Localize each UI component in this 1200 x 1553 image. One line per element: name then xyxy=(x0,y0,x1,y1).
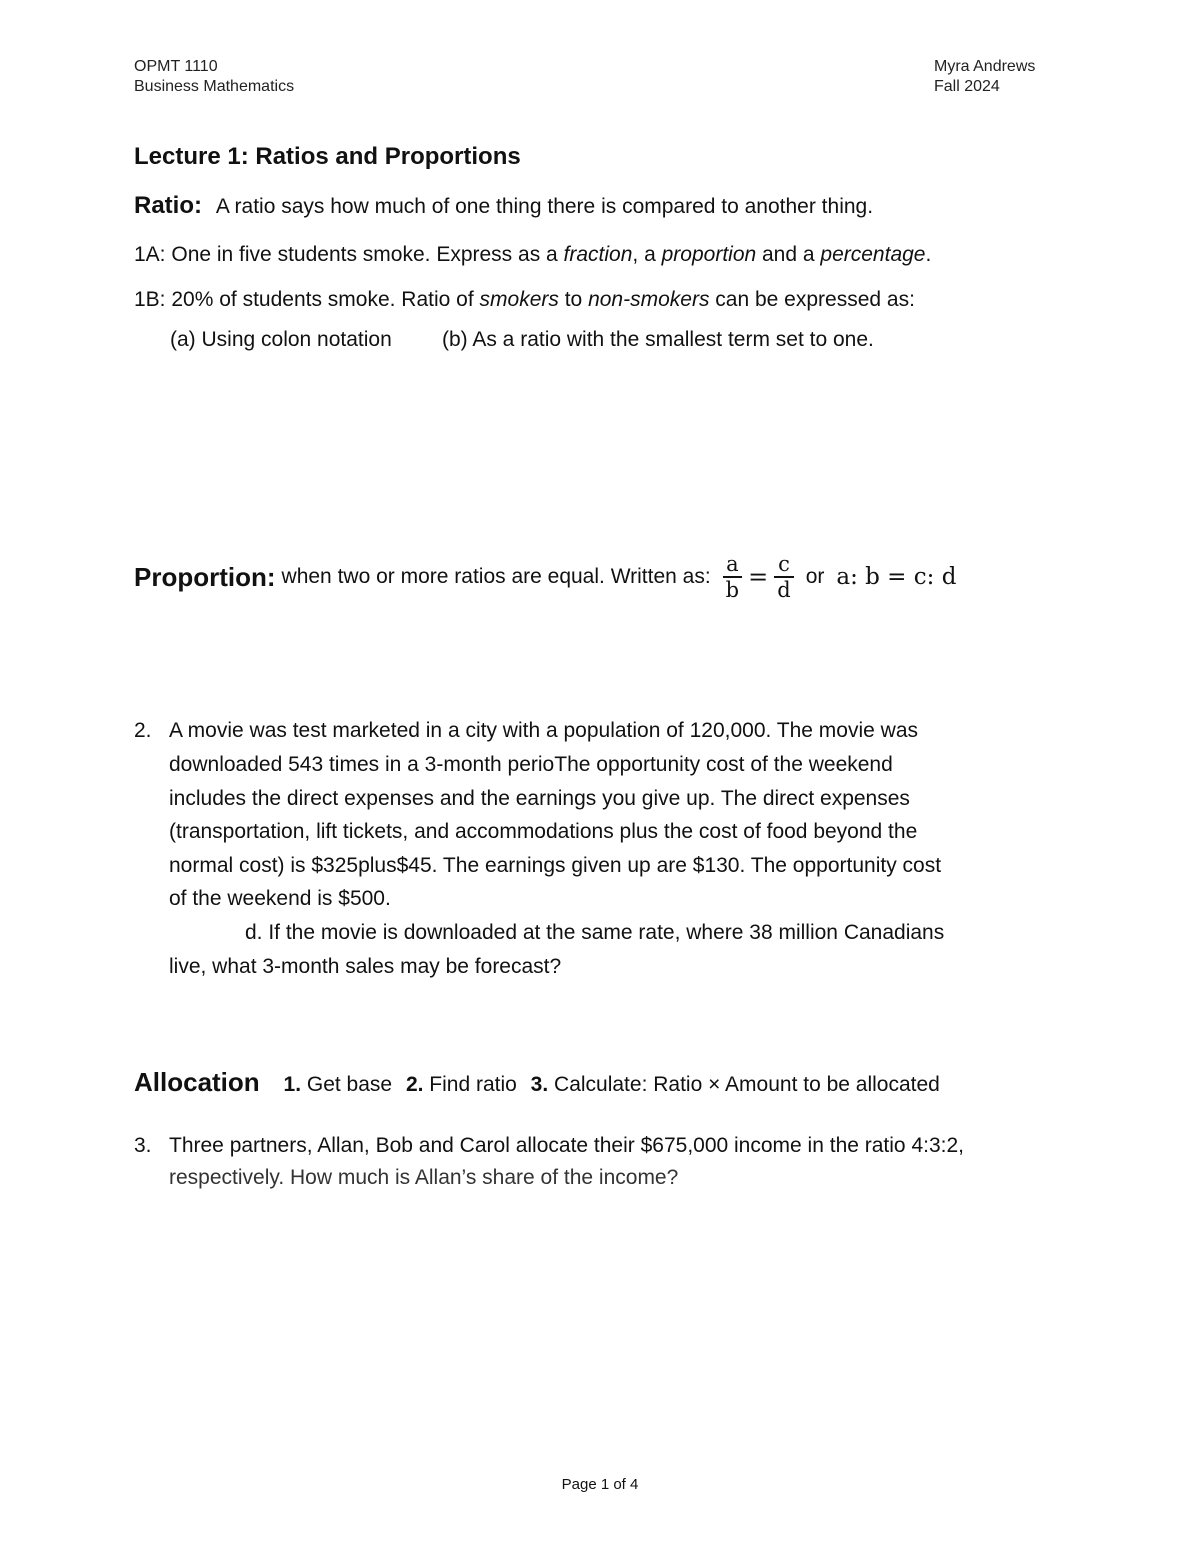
question-1a xyxy=(134,242,931,268)
q2-subquestion-d: d. If the movie is downloaded at the same rate, where 38 million Canadians xyxy=(245,921,945,944)
q3-line: respectively. How much is Allan’s share of the income? xyxy=(169,1166,679,1189)
allocation-line xyxy=(134,1069,940,1098)
allocation-step1-num: 1. xyxy=(283,1073,302,1096)
fraction-denominator-d: d xyxy=(777,578,791,602)
q1a-end: . xyxy=(925,243,932,266)
proportion-or: or xyxy=(805,565,825,588)
q2-line: normal cost) is $325plus$45. The earnings given up are $130. The opportunity cost xyxy=(169,854,942,877)
q1b-mid: to xyxy=(558,288,589,311)
allocation-step3: Calculate: Ratio × Amount to be allocated xyxy=(548,1073,940,1096)
colon-ratio-expression: a: b = c: d xyxy=(836,564,957,590)
fraction-denominator-b: b xyxy=(725,578,740,602)
q1b-term-non-smokers: non-smokers xyxy=(588,288,710,311)
q2-number: 2. xyxy=(134,719,152,742)
instructor-name: Myra Andrews xyxy=(934,58,1036,75)
q3-number: 3. xyxy=(134,1134,152,1157)
fraction-a-over-b xyxy=(723,552,742,602)
question-1b xyxy=(134,287,915,313)
ratio-label: Ratio: xyxy=(134,192,202,219)
proportion-definition: when two or more ratios are equal. Written as: xyxy=(281,565,711,588)
q2-line: A movie was test marketed in a city with a population of 120,000. The movie was xyxy=(169,719,919,742)
allocation-step3-num: 3. xyxy=(530,1073,549,1096)
q1b-part-b: (b) As a ratio with the smallest term set to one. xyxy=(442,328,874,351)
q2-line: of the weekend is $500. xyxy=(169,887,391,910)
q2-line: (transportation, lift tickets, and accommodations plus the cost of food beyond the xyxy=(169,820,918,843)
allocation-label: Allocation xyxy=(134,1067,260,1097)
fraction-numerator-a: a xyxy=(723,552,742,578)
ratio-definition: A ratio says how much of one thing there is compared to another thing. xyxy=(215,195,874,218)
q1a-term-fraction: fraction xyxy=(563,243,633,266)
q1b-part-a: (a) Using colon notation xyxy=(170,328,392,351)
q1a-term-proportion: proportion xyxy=(661,243,757,266)
page-title: Lecture 1: Ratios and Proportions xyxy=(134,143,521,170)
q1a-sep1: , a xyxy=(632,243,662,266)
allocation-step2-num: 2. xyxy=(405,1073,424,1096)
q2-line: includes the direct expenses and the earnings you give up. The direct expenses xyxy=(169,787,910,810)
page-number: Page 1 of 4 xyxy=(561,1476,639,1493)
allocation-step1: Get base xyxy=(301,1073,393,1096)
proportion-label: Proportion: xyxy=(134,562,276,592)
allocation-step2: Find ratio xyxy=(423,1073,517,1096)
q2-line: downloaded 543 times in a 3-month perioThe opportunity cost of the weekend xyxy=(169,753,893,776)
course-code: OPMT 1110 xyxy=(134,58,218,75)
fraction-c-over-d xyxy=(774,552,793,602)
q3-line: Three partners, Allan, Bob and Carol allocate their $675,000 income in the ratio 4:3:2, xyxy=(169,1134,964,1157)
q1a-sep2: and a xyxy=(756,243,821,266)
q1a-prefix: 1A: One in five students smoke. Express as a xyxy=(134,243,564,266)
q1b-prefix: 1B: 20% of students smoke. Ratio of xyxy=(134,288,480,311)
q1b-end: can be expressed as: xyxy=(709,288,915,311)
fraction-numerator-c: c xyxy=(774,552,793,578)
term: Fall 2024 xyxy=(934,78,1000,95)
q1b-term-smokers: smokers xyxy=(479,288,559,311)
ratio-definition-line xyxy=(134,193,873,220)
equals-sign: = xyxy=(748,563,769,591)
q1a-term-percentage: percentage xyxy=(820,243,926,266)
course-name: Business Mathematics xyxy=(134,78,295,95)
q2-subquestion-d-cont: live, what 3-month sales may be forecast? xyxy=(169,955,562,978)
proportion-definition-line xyxy=(134,545,956,609)
